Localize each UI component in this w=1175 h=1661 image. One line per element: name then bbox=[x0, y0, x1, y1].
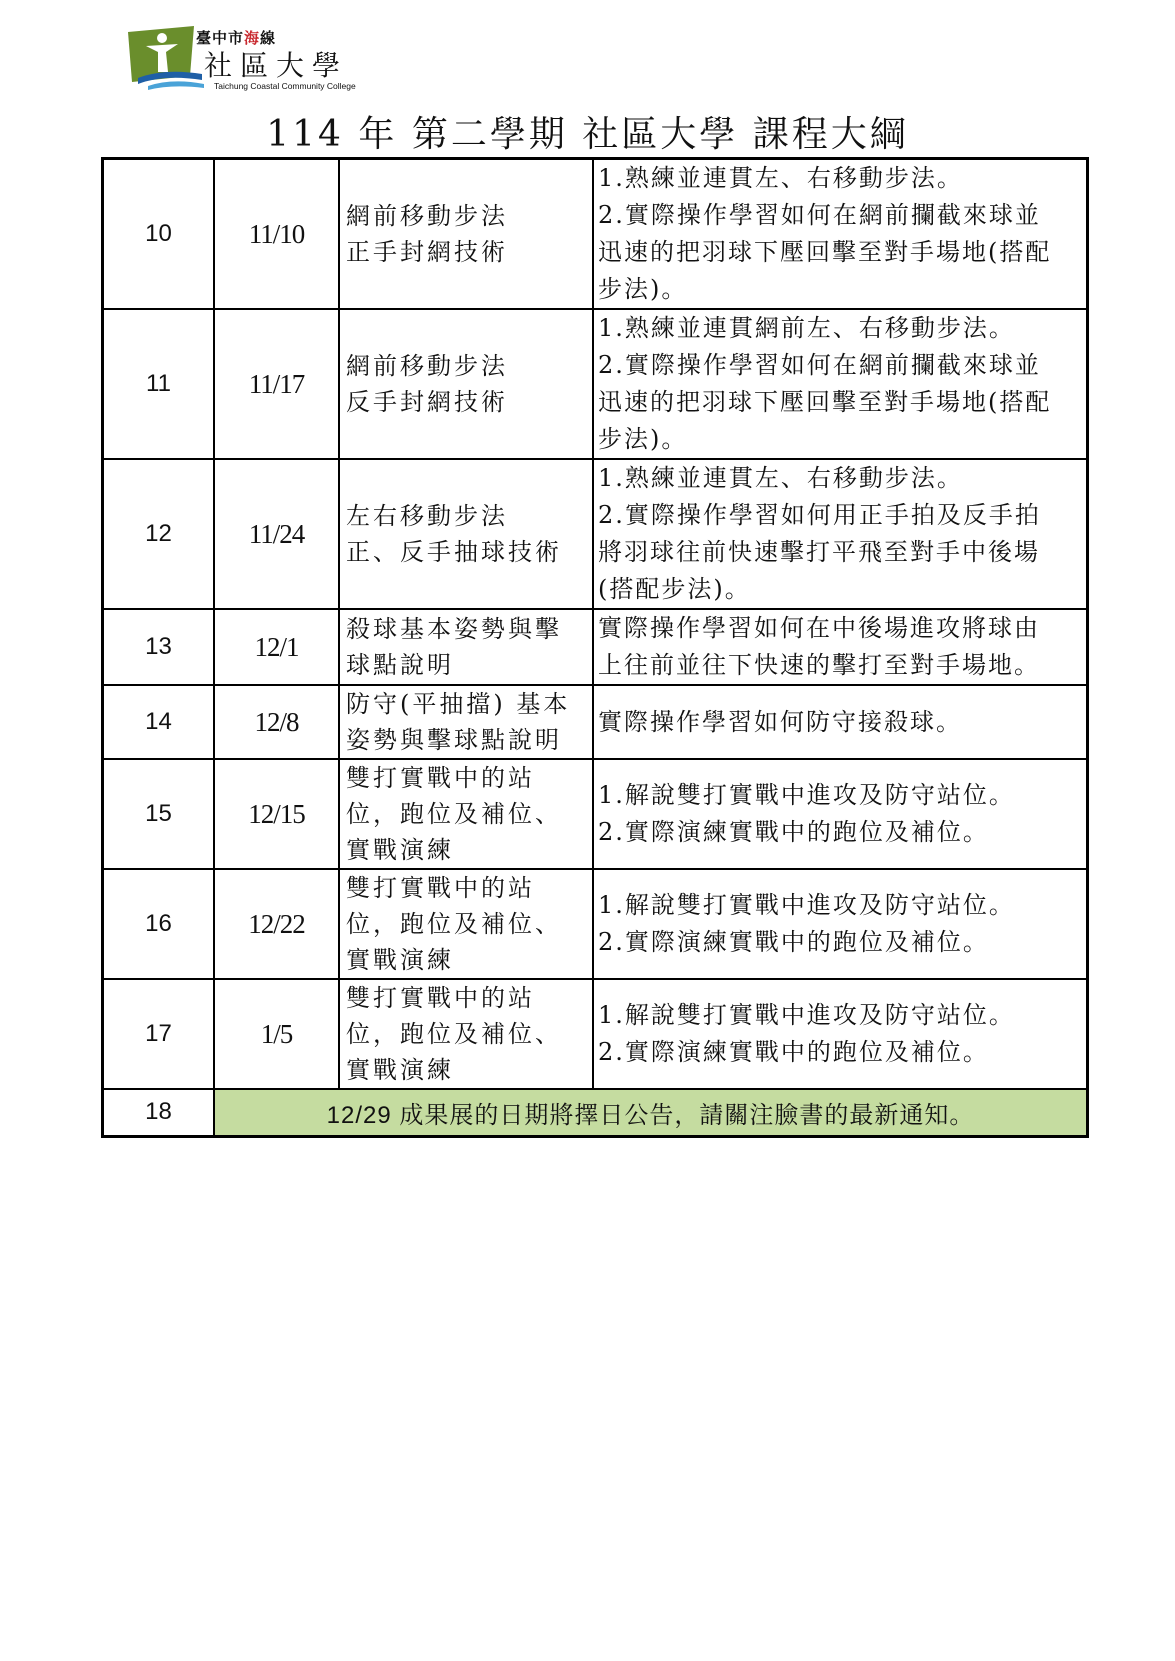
table-row bbox=[103, 759, 1088, 869]
topic-line: 反手封網技術 bbox=[346, 388, 508, 416]
topic-cell bbox=[339, 459, 593, 609]
week-cell: 13 bbox=[103, 609, 215, 685]
week-cell: 14 bbox=[103, 685, 215, 759]
date-cell: 12/8 bbox=[214, 685, 339, 759]
topic-line: 防守(平抽擋) 基本 bbox=[346, 690, 571, 718]
table-row bbox=[103, 459, 1088, 609]
topic-line: 位，跑位及補位、 bbox=[346, 910, 562, 938]
topic-line: 左右移動步法 bbox=[346, 502, 508, 530]
content-line: 2.實際演練實戰中的跑位及補位。 bbox=[598, 1038, 989, 1066]
topic-line: 位，跑位及補位、 bbox=[346, 1020, 562, 1048]
content-line: 1.解說雙打實戰中進攻及防守站位。 bbox=[598, 781, 1015, 809]
topic-line: 雙打實戰中的站 bbox=[346, 984, 535, 1012]
logo-emblem-icon bbox=[124, 24, 204, 96]
week-cell: 10 bbox=[103, 159, 215, 310]
topic-line: 實戰演練 bbox=[346, 946, 454, 974]
content-line: 1.熟練並連貫左、右移動步法。 bbox=[598, 464, 963, 492]
content-line: 迅速的把羽球下壓回擊至對手場地(搭配 bbox=[598, 238, 1052, 266]
topic-line: 殺球基本姿勢與擊 bbox=[346, 615, 562, 643]
content-cell bbox=[593, 159, 1088, 310]
topic-line: 雙打實戰中的站 bbox=[346, 874, 535, 902]
logo-name-text: 社區大學 bbox=[204, 49, 349, 82]
table-row bbox=[103, 609, 1088, 685]
content-line: 將羽球往前快速擊打平飛至對手中後場 bbox=[598, 538, 1040, 566]
logo-english-text: Taichung Coastal Community College bbox=[214, 81, 356, 91]
week-cell: 17 bbox=[103, 979, 215, 1089]
content-line: 步法)。 bbox=[598, 425, 688, 453]
topic-line: 正手封網技術 bbox=[346, 238, 508, 266]
syllabus-body bbox=[103, 159, 1088, 1137]
content-line: 實際操作學習如何防守接殺球。 bbox=[598, 707, 962, 736]
topic-line: 雙打實戰中的站 bbox=[346, 764, 535, 792]
content-line: 1.解說雙打實戰中進攻及防守站位。 bbox=[598, 891, 1015, 919]
topic-line: 網前移動步法 bbox=[346, 202, 508, 230]
topic-line: 姿勢與擊球點說明 bbox=[346, 726, 562, 754]
content-line: 1.熟練並連貫網前左、右移動步法。 bbox=[598, 314, 1015, 342]
content-cell bbox=[593, 979, 1088, 1089]
week-cell: 15 bbox=[103, 759, 215, 869]
content-line: 2.實際操作學習如何在網前攔截來球並 bbox=[598, 201, 1041, 229]
content-cell bbox=[593, 759, 1088, 869]
topic-line: 實戰演練 bbox=[346, 836, 454, 864]
topic-cell bbox=[339, 609, 593, 685]
content-line: 2.實際演練實戰中的跑位及補位。 bbox=[598, 818, 989, 846]
topic-line: 位，跑位及補位、 bbox=[346, 800, 562, 828]
logo-mark-text: 海 bbox=[244, 29, 261, 47]
topic-line: 實戰演練 bbox=[346, 1056, 454, 1084]
content-line: 2.實際操作學習如何在網前攔截來球並 bbox=[598, 351, 1041, 379]
page-title: 114 年 第二學期 社區大學 課程大綱 bbox=[266, 114, 909, 155]
date-cell: 12/22 bbox=[214, 869, 339, 979]
exhibition-note: 12/29 成果展的日期將擇日公告，請關注臉書的最新通知。 bbox=[214, 1089, 1088, 1136]
topic-cell bbox=[339, 159, 593, 310]
content-line: 2.實際演練實戰中的跑位及補位。 bbox=[598, 928, 989, 956]
date-cell: 12/15 bbox=[214, 759, 339, 869]
content-line: 1.解說雙打實戰中進攻及防守站位。 bbox=[598, 1001, 1015, 1029]
topic-cell bbox=[339, 685, 593, 759]
week-cell: 12 bbox=[103, 459, 215, 609]
date-cell: 1/5 bbox=[214, 979, 339, 1089]
content-line: 迅速的把羽球下壓回擊至對手場地(搭配 bbox=[598, 388, 1052, 416]
date-cell: 12/1 bbox=[214, 609, 339, 685]
content-cell bbox=[593, 869, 1088, 979]
content-cell bbox=[593, 609, 1088, 685]
content-line: 1.熟練並連貫左、右移動步法。 bbox=[598, 164, 963, 192]
date-cell: 11/10 bbox=[214, 159, 339, 310]
topic-cell bbox=[339, 869, 593, 979]
topic-line: 球點說明 bbox=[346, 651, 454, 679]
topic-cell bbox=[339, 979, 593, 1089]
content-cell bbox=[593, 309, 1088, 459]
table-row bbox=[103, 309, 1088, 459]
table-row bbox=[103, 159, 1088, 310]
date-cell: 11/24 bbox=[214, 459, 339, 609]
topic-line: 網前移動步法 bbox=[346, 352, 508, 380]
content-line: 步法)。 bbox=[598, 275, 688, 303]
content-line: 2.實際操作學習如何用正手拍及反手拍 bbox=[598, 501, 1041, 529]
date-cell: 11/17 bbox=[214, 309, 339, 459]
topic-cell bbox=[339, 759, 593, 869]
week-cell: 11 bbox=[103, 309, 215, 459]
week-cell: 16 bbox=[103, 869, 215, 979]
table-row bbox=[103, 685, 1088, 759]
content-line: 上往前並往下快速的擊打至對手場地。 bbox=[598, 651, 1040, 679]
topic-cell bbox=[339, 309, 593, 459]
content-line: 實際操作學習如何在中後場進攻將球由 bbox=[598, 614, 1040, 642]
content-cell bbox=[593, 685, 1088, 759]
week-cell: 18 bbox=[103, 1089, 215, 1136]
content-line: (搭配步法)。 bbox=[598, 575, 751, 603]
table-row bbox=[103, 869, 1088, 979]
table-row bbox=[103, 979, 1088, 1089]
college-logo bbox=[124, 24, 364, 96]
final-row bbox=[103, 1089, 1088, 1136]
logo-city-text: 臺中市海線 bbox=[196, 29, 277, 47]
content-cell bbox=[593, 459, 1088, 609]
syllabus-table bbox=[101, 157, 1089, 1138]
topic-line: 正、反手抽球技術 bbox=[346, 538, 562, 566]
